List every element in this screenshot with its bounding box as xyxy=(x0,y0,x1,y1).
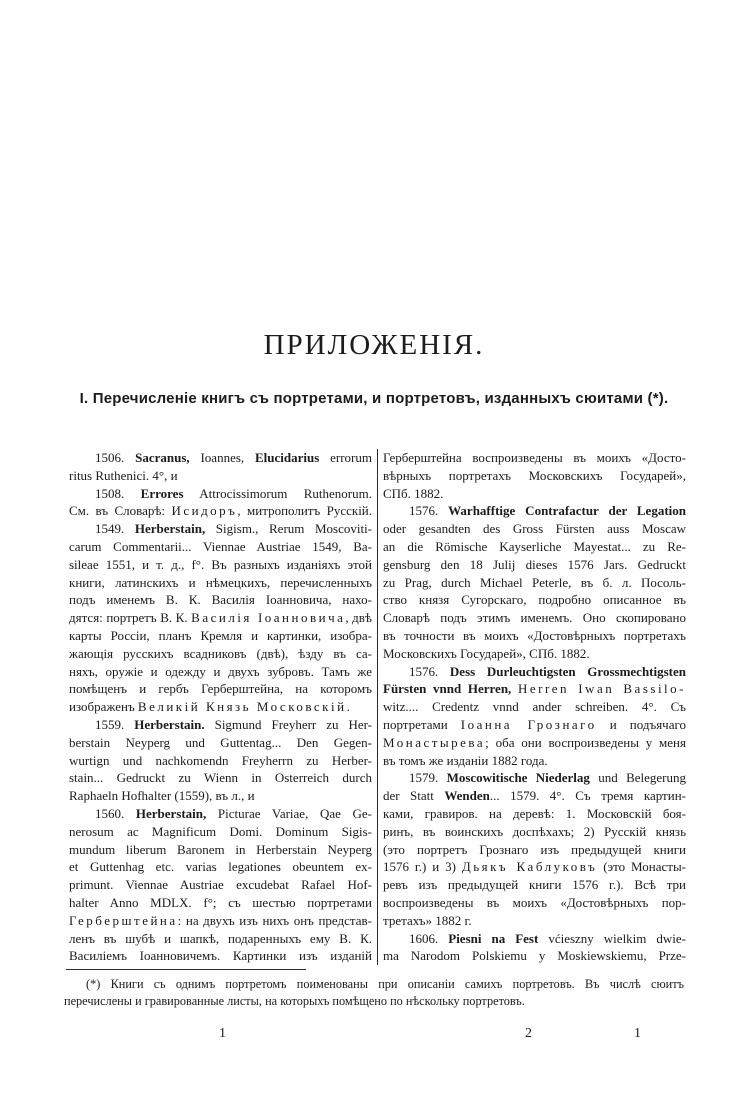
text-line: (это портретъ Грознаго изъ предыдущей книги xyxy=(383,841,686,857)
signature-mark-left: 1 xyxy=(219,1026,226,1041)
text-line: (*) Книги съ однимъ портретомъ поименованы при описаніи самихъ портретовъ. Въ числѣ сюитъ xyxy=(86,977,684,991)
text-line: carum Commentarii... Viennae Austriae 1549, Ba- xyxy=(69,538,372,554)
section-heading: I. Перечисленіе книгъ съ портретами, и портретовъ, изданныхъ сюитами (*). xyxy=(79,390,669,407)
text-line: Raphaeln Hofhalter (1559), въ л., и xyxy=(69,788,255,804)
text-line: primunt. Viennae Austriae excudebat Rafael Hof- xyxy=(69,877,372,893)
text-line: книги, латинскихъ и нѣмецкихъ, перечисленныхъ xyxy=(69,574,372,590)
text-line: вѣрныхъ портретахъ Московскихъ Государей», xyxy=(383,467,686,483)
text-line: 1576. Dess Durleuchtigsten Grossmechtigsten xyxy=(409,663,686,679)
text-line: помѣщенъ и гербъ Герберштейна, на которомъ xyxy=(69,681,372,697)
text-line: der Statt Wenden... 1579. 4°. Съ тремя картин- xyxy=(383,788,686,804)
text-line: Словарѣ подъ этимъ именемъ. Оно скопировано xyxy=(383,610,686,626)
text-line: перечислены и гравированные листы, на которыхъ помѣщено по нѣскольку портретовъ. xyxy=(64,993,525,1008)
text-line: третахъ» 1882 г. xyxy=(383,912,472,928)
text-line: ma Narodom Polskiemu y Moskiewskiemu, Prze- xyxy=(383,948,686,964)
text-line: Герберштейна воспроизведены въ моихъ «Досто- xyxy=(383,450,686,465)
right-column xyxy=(383,449,686,965)
footnote-separator-rule xyxy=(66,969,306,970)
text-line: mundum liberum Baronem in Herberstain Neyperg xyxy=(69,841,372,857)
text-line: nerosum ac Magnificum Domi. Dominum Sigis- xyxy=(69,823,372,839)
text-line: дятся: портретъ В. К. Василія Іоанновича, двѣ xyxy=(69,610,372,626)
two-column-text-block xyxy=(69,449,686,965)
signature-mark-right: 1 xyxy=(634,1026,641,1041)
text-line: Василіемъ Іоанновичемъ. Картинки изъ изданій xyxy=(69,948,372,964)
text-line: 1560. Herberstain, Picturae Variae, Qae Ge- xyxy=(95,805,372,821)
text-line: въ точности въ моихъ «Достовѣрныхъ портретахъ xyxy=(383,627,686,643)
text-line: См. въ Словарѣ: Исидоръ, митрополитъ Русскій. xyxy=(69,503,372,519)
text-line: ринъ, въ воинскихъ доспѣхахъ; 2) Русскій князь xyxy=(383,823,686,839)
text-line: 1606. Piesni na Fest vćieszny wielkim dwie- xyxy=(409,930,686,946)
text-line: ленъ въ шубѣ и шапкѣ, подаренныхъ ему В. К. xyxy=(69,930,372,946)
text-line: Монастырева; оба они воспроизведены у меня xyxy=(383,734,686,750)
text-line: 1549. Herberstain, Sigism., Rerum Moscoviti- xyxy=(95,521,372,537)
text-line: СПб. 1882. xyxy=(383,485,444,501)
left-column xyxy=(69,449,372,965)
text-line: Герберштейна: на двухъ изъ нихъ онъ представ- xyxy=(69,912,372,928)
text-line: et Guttenhag etc. varias legationes obeuntem ex- xyxy=(69,859,372,875)
text-line: карты Россіи, планъ Кремля и картинки, изобра- xyxy=(69,627,372,643)
text-line: въ томъ же изданіи 1882 года. xyxy=(383,752,548,768)
text-line: Московскихъ Государей», СПб. 1882. xyxy=(383,645,590,661)
text-line: sileae 1551, и т. д., f°. Въ разныхъ изданіяхъ этой xyxy=(69,556,372,572)
text-line: жающія русскихъ всадниковъ (двѣ), ѣзду въ са- xyxy=(69,645,372,661)
text-line: 1576 г.) и 3) Дьякъ Каблуковъ (это Монасты- xyxy=(383,859,686,875)
text-line: gensburg den 18 Julij dieses 1576 Jars. Gedruckt xyxy=(383,556,686,572)
text-line: Fürsten vnnd Herren, Herren Iwan Bassilo- xyxy=(383,681,686,697)
text-line: witz.... Credentz vnnd ander schreiben. 4°. Съ xyxy=(383,699,686,715)
text-line: berstain Neyperg und Guttentag... Den Gegen- xyxy=(69,734,372,750)
text-line: портретами Іоанна Грознаго и подъячаго xyxy=(383,716,686,732)
text-line: wurtign und nachkomendn Freyherrn zu Herber- xyxy=(69,752,372,768)
page-title: ПРИЛОЖЕНІЯ. xyxy=(263,329,485,361)
text-line: 1559. Herberstain. Sigmund Freyherr zu Her- xyxy=(95,716,372,732)
signature-mark-center: 2 xyxy=(525,1026,532,1041)
text-line: stain... Gedruckt zu Wienn in Osterreich durch xyxy=(69,770,372,786)
text-line: halter Anno MDLX. f°; съ шестью портретами xyxy=(69,894,372,910)
text-line: изображенъ Великій Князь Московскій. xyxy=(69,699,350,715)
text-line: ками, гравиров. на деревѣ: 1. Московскій боя- xyxy=(383,805,686,821)
text-line: подъ именемъ В. К. Василія Іоанновича, нахо- xyxy=(69,592,372,608)
text-line: 1508. Errores Attrocissimorum Ruthenorum. xyxy=(95,485,372,501)
text-line: 1576. Warhafftige Contrafactur der Legation xyxy=(409,503,686,519)
column-divider-rule xyxy=(377,449,378,965)
text-line: 1579. Moscowitische Niederlag und Belegerung xyxy=(409,770,686,786)
footnote xyxy=(64,976,684,1009)
text-line: ревъ изъ предыдущей книги 1576 г.). Всѣ три xyxy=(383,877,686,893)
text-line: ritus Ruthenici. 4°, и xyxy=(69,467,178,483)
text-line: ство князя Сугорскаго, подробно описанное въ xyxy=(383,592,686,608)
text-line: zu Prag, durch Michael Peterle, въ б. л. Посоль- xyxy=(383,574,686,590)
text-line: oder gesandten des Gross Fürsten auss Moscaw xyxy=(383,521,686,537)
text-line: воспроизведены въ моихъ «Достовѣрныхъ пор- xyxy=(383,894,686,910)
text-line: няхъ, оружіе и одежду и двухъ зубровъ. Тамъ же xyxy=(69,663,372,679)
text-line: an die Römische Kayserliche Mayestat... zu Re- xyxy=(383,538,686,554)
text-line: 1506. Sacranus, Ioannes, Elucidarius errorum xyxy=(95,450,372,465)
